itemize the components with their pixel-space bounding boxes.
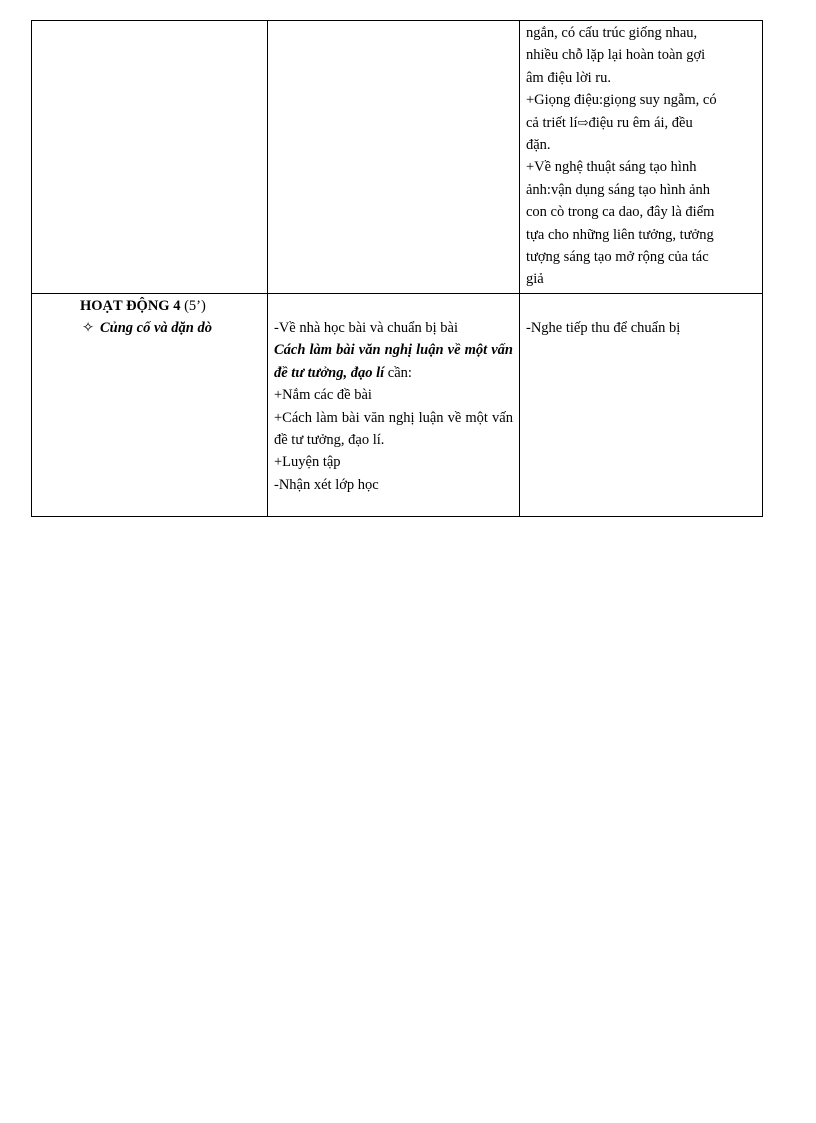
student-activity: -Nghe tiếp thu để chuẩn bị	[526, 319, 681, 336]
star-icon: ✧	[82, 320, 95, 337]
activity-time: (5’)	[184, 297, 206, 314]
text-line: đặn.	[526, 137, 551, 154]
text-fragment: cần:	[384, 364, 412, 381]
cell-spacer	[274, 295, 513, 317]
list-item: -Nhận xét lớp học	[274, 476, 379, 493]
student-cell	[520, 21, 763, 294]
activity-cell	[32, 293, 268, 516]
list-item: +Cách làm bài văn nghị luận về một vấn đề tư tưởng, đạo lí.	[274, 409, 513, 448]
text-line: nhiều chỗ lặp lại hoàn toàn gợi	[526, 47, 706, 64]
activity-subtitle-line	[38, 317, 261, 339]
table-row	[32, 21, 763, 294]
activity-subtitle: Củng cố và dặn dò	[100, 320, 212, 337]
activity-cell	[32, 21, 268, 294]
activity-title: HOẠT ĐỘNG 4	[80, 297, 181, 314]
teacher-cell	[268, 21, 520, 294]
text-line: ảnh:vận dụng sáng tạo hình ảnh	[526, 181, 711, 198]
teacher-instruction	[274, 339, 513, 384]
text-line: giả	[526, 271, 544, 288]
teacher-cell	[268, 293, 520, 516]
lesson-title: Cách làm bài văn nghị luận về một vấn đề tư tưởng, đạo lí	[274, 342, 513, 381]
student-cell	[520, 293, 763, 516]
text-fragment: điệu ru êm ái, đều	[588, 114, 693, 131]
text-line: +Giọng điệu:giọng suy ngẫm, có	[526, 92, 717, 109]
cell-spacer	[526, 295, 756, 317]
text-line: tượng sáng tạo mở rộng của tác	[526, 249, 709, 266]
text-line: ngắn, có cấu trúc giống nhau,	[526, 25, 698, 41]
text-fragment: cả triết lí	[526, 114, 578, 131]
list-item: +Luyện tập	[274, 454, 341, 471]
arrow-right-icon: ⇨	[577, 114, 589, 130]
teacher-instruction: -Về nhà học bài và chuẩn bị bài	[274, 319, 458, 336]
text-line: con cò trong ca dao, đây là điểm	[526, 204, 715, 221]
text-line: +Về nghệ thuật sáng tạo hình	[526, 159, 697, 176]
activity-heading	[38, 295, 261, 317]
text-line: âm điệu lời ru.	[526, 69, 611, 86]
list-item: +Nắm các đề bài	[274, 387, 372, 404]
table-row	[32, 293, 763, 516]
lesson-plan-table	[31, 20, 763, 517]
text-line	[526, 112, 756, 134]
text-line: tựa cho những liên tưởng, tưởng	[526, 226, 714, 243]
